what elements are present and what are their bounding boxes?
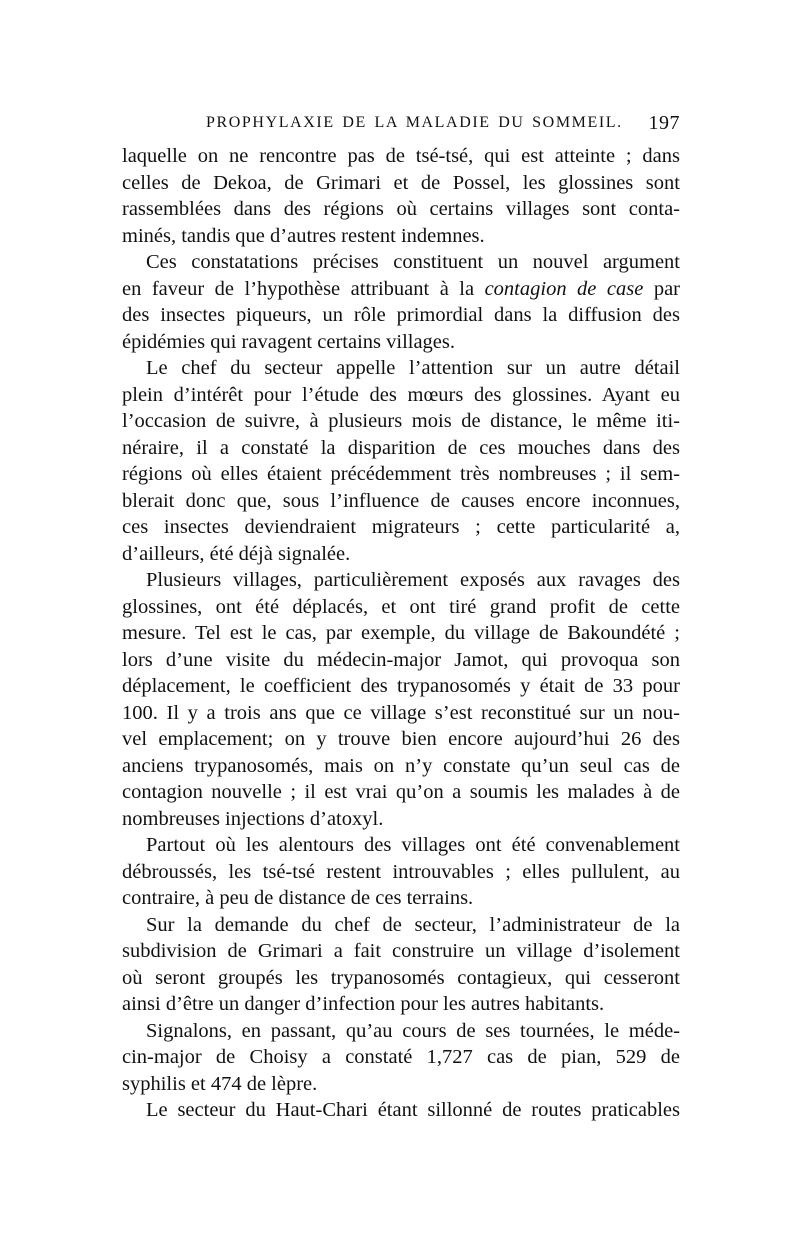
paragraph-first-line: Plusieurs villages, particulièrement exposés aux ravages des [146, 569, 680, 591]
body-text [122, 143, 680, 1124]
running-title: PROPHYLAXIE DE LA MALADIE DU SOMMEIL. [206, 114, 623, 131]
text-line: plein d’intérêt pour l’étude des mœurs des glossines. Ayant eu [122, 383, 680, 406]
text-line: blerait donc que, sous l’influence de causes encore inconnues, [122, 489, 680, 512]
text-line: glossines, ont été déplacés, et ont tiré grand profit de cette [122, 595, 680, 618]
paragraph-first-line: Ces constatations précises constituent un nouvel argument [146, 251, 680, 273]
text-line: des insectes piqueurs, un rôle primordial dans la diffusion des [122, 304, 680, 326]
text-line [122, 276, 680, 303]
text-line: déplacement, le coefficient des trypanosomés y était de 33 pour [122, 675, 680, 697]
text-line: d’ailleurs, été déjà signalée. [122, 542, 351, 565]
text-line: nombreuses injections d’atoxyl. [122, 807, 384, 830]
text-line: contraire, à peu de distance de ces terrains. [122, 887, 474, 909]
text-line: débroussés, les tsé-tsé restent introuvables ; elles pullulent, au [122, 860, 680, 883]
text-line: subdivision de Grimari a fait construire un village d’isolement [122, 940, 680, 962]
text-line: lors d’une visite du médecin-major Jamot, qui provoqua son [122, 648, 680, 671]
text-line: celles de Dekoa, de Grimari et de Possel, les glossines sont [122, 171, 680, 194]
text-line: laquelle on ne rencontre pas de tsé-tsé, qui est atteinte ; dans [122, 145, 680, 167]
text-line: épidémies qui ravagent certains villages. [122, 330, 456, 353]
text-line: ainsi d’être un danger d’infection pour les autres habitants. [122, 993, 605, 1015]
text-run: en faveur de l’hypothèse attribuant à la [122, 277, 485, 300]
text-run: par [643, 277, 680, 300]
paragraph-first-line: Partout où les alentours des villages ont été convenablement [146, 834, 680, 856]
running-head [122, 114, 680, 140]
text-line: l’occasion de suivre, à plusieurs mois de distance, le même iti- [122, 410, 680, 432]
text-line: ces insectes deviendraient migrateurs ; cette particularité a, [122, 516, 680, 538]
text-line: cin-major de Choisy a constaté 1,727 cas de pian, 529 de [122, 1046, 680, 1068]
text-line: contagion nouvelle ; il est vrai qu’on a soumis les malades à de [122, 781, 680, 803]
paragraph-first-line: Sur la demande du chef de secteur, l’administrateur de la [146, 913, 680, 936]
paragraph-first-line: Le secteur du Haut-Chari étant sillonné de routes praticables [146, 1099, 680, 1121]
text-line: mesure. Tel est le cas, par exemple, du village de Bakoundété ; [122, 622, 680, 644]
text-line: vel emplacement; on y trouve bien encore aujourd’hui 26 des [122, 728, 680, 750]
emphasis-text: contagion de case [484, 277, 644, 300]
text-line: syphilis et 474 de lèpre. [122, 1072, 318, 1095]
page-number: 197 [648, 112, 680, 134]
text-line: minés, tandis que d’autres restent indemnes. [122, 224, 485, 247]
text-line: régions où elles étaient précédemment très nombreuses ; il sem- [122, 463, 680, 485]
paragraph-first-line: Signalons, en passant, qu’au cours de ses tournées, le méde- [146, 1019, 680, 1042]
paragraph-first-line: Le chef du secteur appelle l’attention sur un autre détail [146, 357, 680, 379]
text-line: où seront groupés les trypanosomés contagieux, qui cesseront [122, 966, 680, 989]
text-line: 100. Il y a trois ans que ce village s’est reconstitué sur un nou- [122, 701, 680, 724]
text-line: anciens trypanosomés, mais on n’y constate qu’un seul cas de [122, 754, 680, 777]
text-line: néraire, il a constaté la disparition de ces mouches dans des [122, 436, 680, 459]
text-line: rassemblées dans des régions où certains villages sont conta- [122, 198, 680, 220]
